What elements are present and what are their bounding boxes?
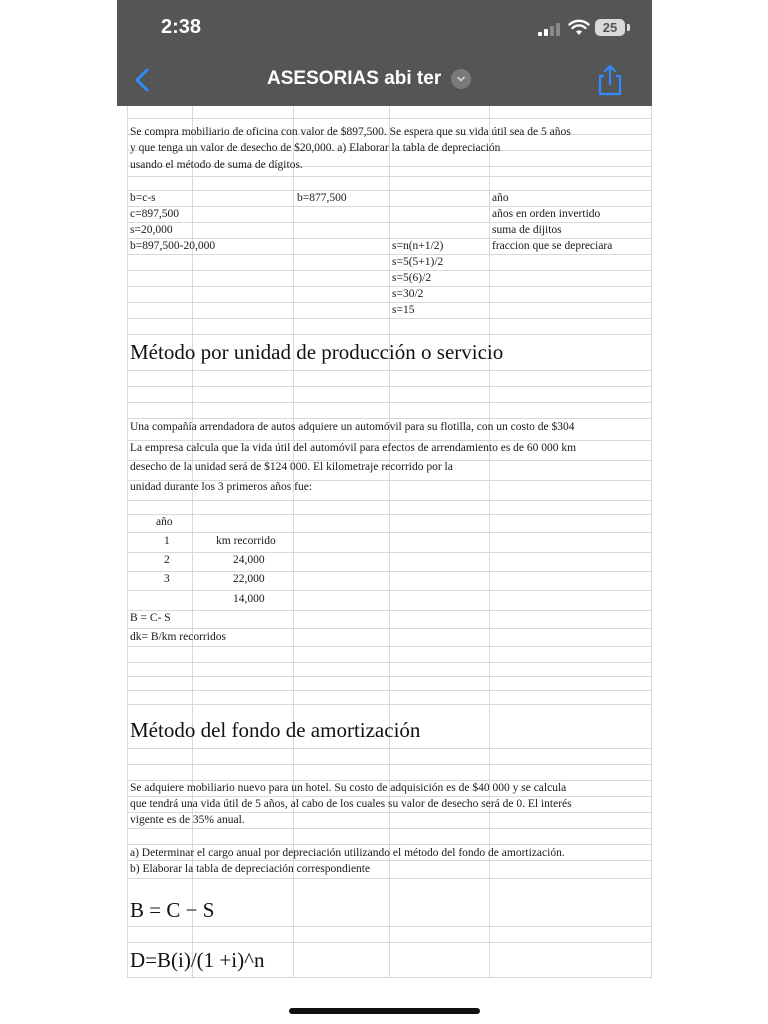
table-row-km: 22,000 [233, 573, 265, 585]
heading-fondo-amortizacion: Método del fondo de amortización [130, 718, 421, 742]
cell-b-formula: b=c-s [130, 192, 156, 204]
cellular-signal-icon [538, 22, 560, 36]
problem3-line1: Se adquiere mobiliario nuevo para un hotel. Su costo de adquisición es de $40 000 y se calcula [130, 782, 567, 794]
cell-b-calc: b=897,500-20,000 [130, 240, 216, 252]
problem2-line2: La empresa calcula que la vida útil del automóvil para efectos de arrendamiento es de 60 000 km [130, 442, 577, 454]
cell-s-step4: s=15 [392, 304, 415, 316]
wifi-icon [568, 19, 590, 37]
legend-invertido: años en orden invertido [492, 208, 601, 220]
formula-b-equals-c-minus-s: B = C − S [130, 898, 215, 922]
task-b: b) Elaborar la tabla de depreciación correspondiente [130, 863, 371, 875]
back-chevron-icon[interactable] [131, 66, 155, 94]
spreadsheet[interactable] [127, 106, 652, 978]
grid-col-line [127, 106, 128, 978]
document-title: ASESORIAS abi ter [267, 68, 442, 89]
table-row-km: 14,000 [233, 593, 265, 605]
formula-b-c-s: B = C- S [130, 612, 171, 624]
document-title-button[interactable] [267, 68, 471, 90]
heading-unidad-produccion: Método por unidad de producción o servicio [130, 340, 504, 364]
legend-anio: año [492, 192, 509, 204]
problem3-line2: que tendrá una vida útil de 5 años, al cabo de los cuales su valor de desecho será de 0. El interés [130, 798, 572, 810]
cell-s-formula: s=n(n+1/2) [392, 240, 444, 252]
task-a: a) Determinar el cargo anual por depreciación utilizando el método del fondo de amortización. [130, 847, 565, 859]
grid-col-line [651, 106, 652, 978]
home-indicator[interactable] [289, 1008, 480, 1014]
right-margin [652, 0, 768, 1024]
cell-c-value: c=897,500 [130, 208, 179, 220]
formula-dk: dk= B/km recorridos [130, 631, 226, 643]
cell-s-step3: s=30/2 [392, 288, 424, 300]
table-row-anio: 2 [164, 554, 170, 566]
problem1-line3: usando el método de suma de dígitos. [130, 159, 303, 171]
cell-s-value: s=20,000 [130, 224, 173, 236]
battery-indicator: 25 [595, 19, 625, 36]
top-bar [117, 0, 652, 106]
formula-d-amortization: D=B(i)/(1 +i)^n [130, 948, 265, 972]
share-icon[interactable] [595, 64, 625, 96]
cell-s-step1: s=5(5+1)/2 [392, 256, 444, 268]
cell-s-step2: s=5(6)/2 [392, 272, 432, 284]
problem1-line1: Se compra mobiliario de oficina con valor de $897,500. Se espera que su vida útil sea de 5 años [130, 126, 571, 138]
legend-fraccion: fraccion que se depreciara [492, 240, 613, 252]
legend-suma: suma de dijitos [492, 224, 562, 236]
problem2-line1: Una compañía arrendadora de autos adquiere un automóvil para su flotilla, con un costo de $304 [130, 421, 575, 433]
problem2-line3: desecho de la unidad será de $124 000. El kilometraje recorrido por la [130, 461, 453, 473]
problem1-line2: y que tenga un valor de desecho de $20,000. a) Elaborar la tabla de depreciación [130, 142, 501, 154]
table-header-anio: año [156, 516, 173, 528]
cell-b-result: b=877,500 [297, 192, 347, 204]
problem2-line4: unidad durante los 3 primeros años fue: [130, 481, 313, 493]
table-header-km: km recorrido [216, 535, 276, 547]
table-row-anio: 1 [164, 535, 170, 547]
status-time: 2:38 [161, 16, 202, 38]
problem3-line3: vigente es de 35% anual. [130, 814, 245, 826]
table-row-km: 24,000 [233, 554, 265, 566]
table-row-anio: 3 [164, 573, 170, 585]
left-margin [0, 0, 117, 1024]
battery-tip [627, 24, 630, 31]
chevron-down-icon [451, 69, 471, 89]
